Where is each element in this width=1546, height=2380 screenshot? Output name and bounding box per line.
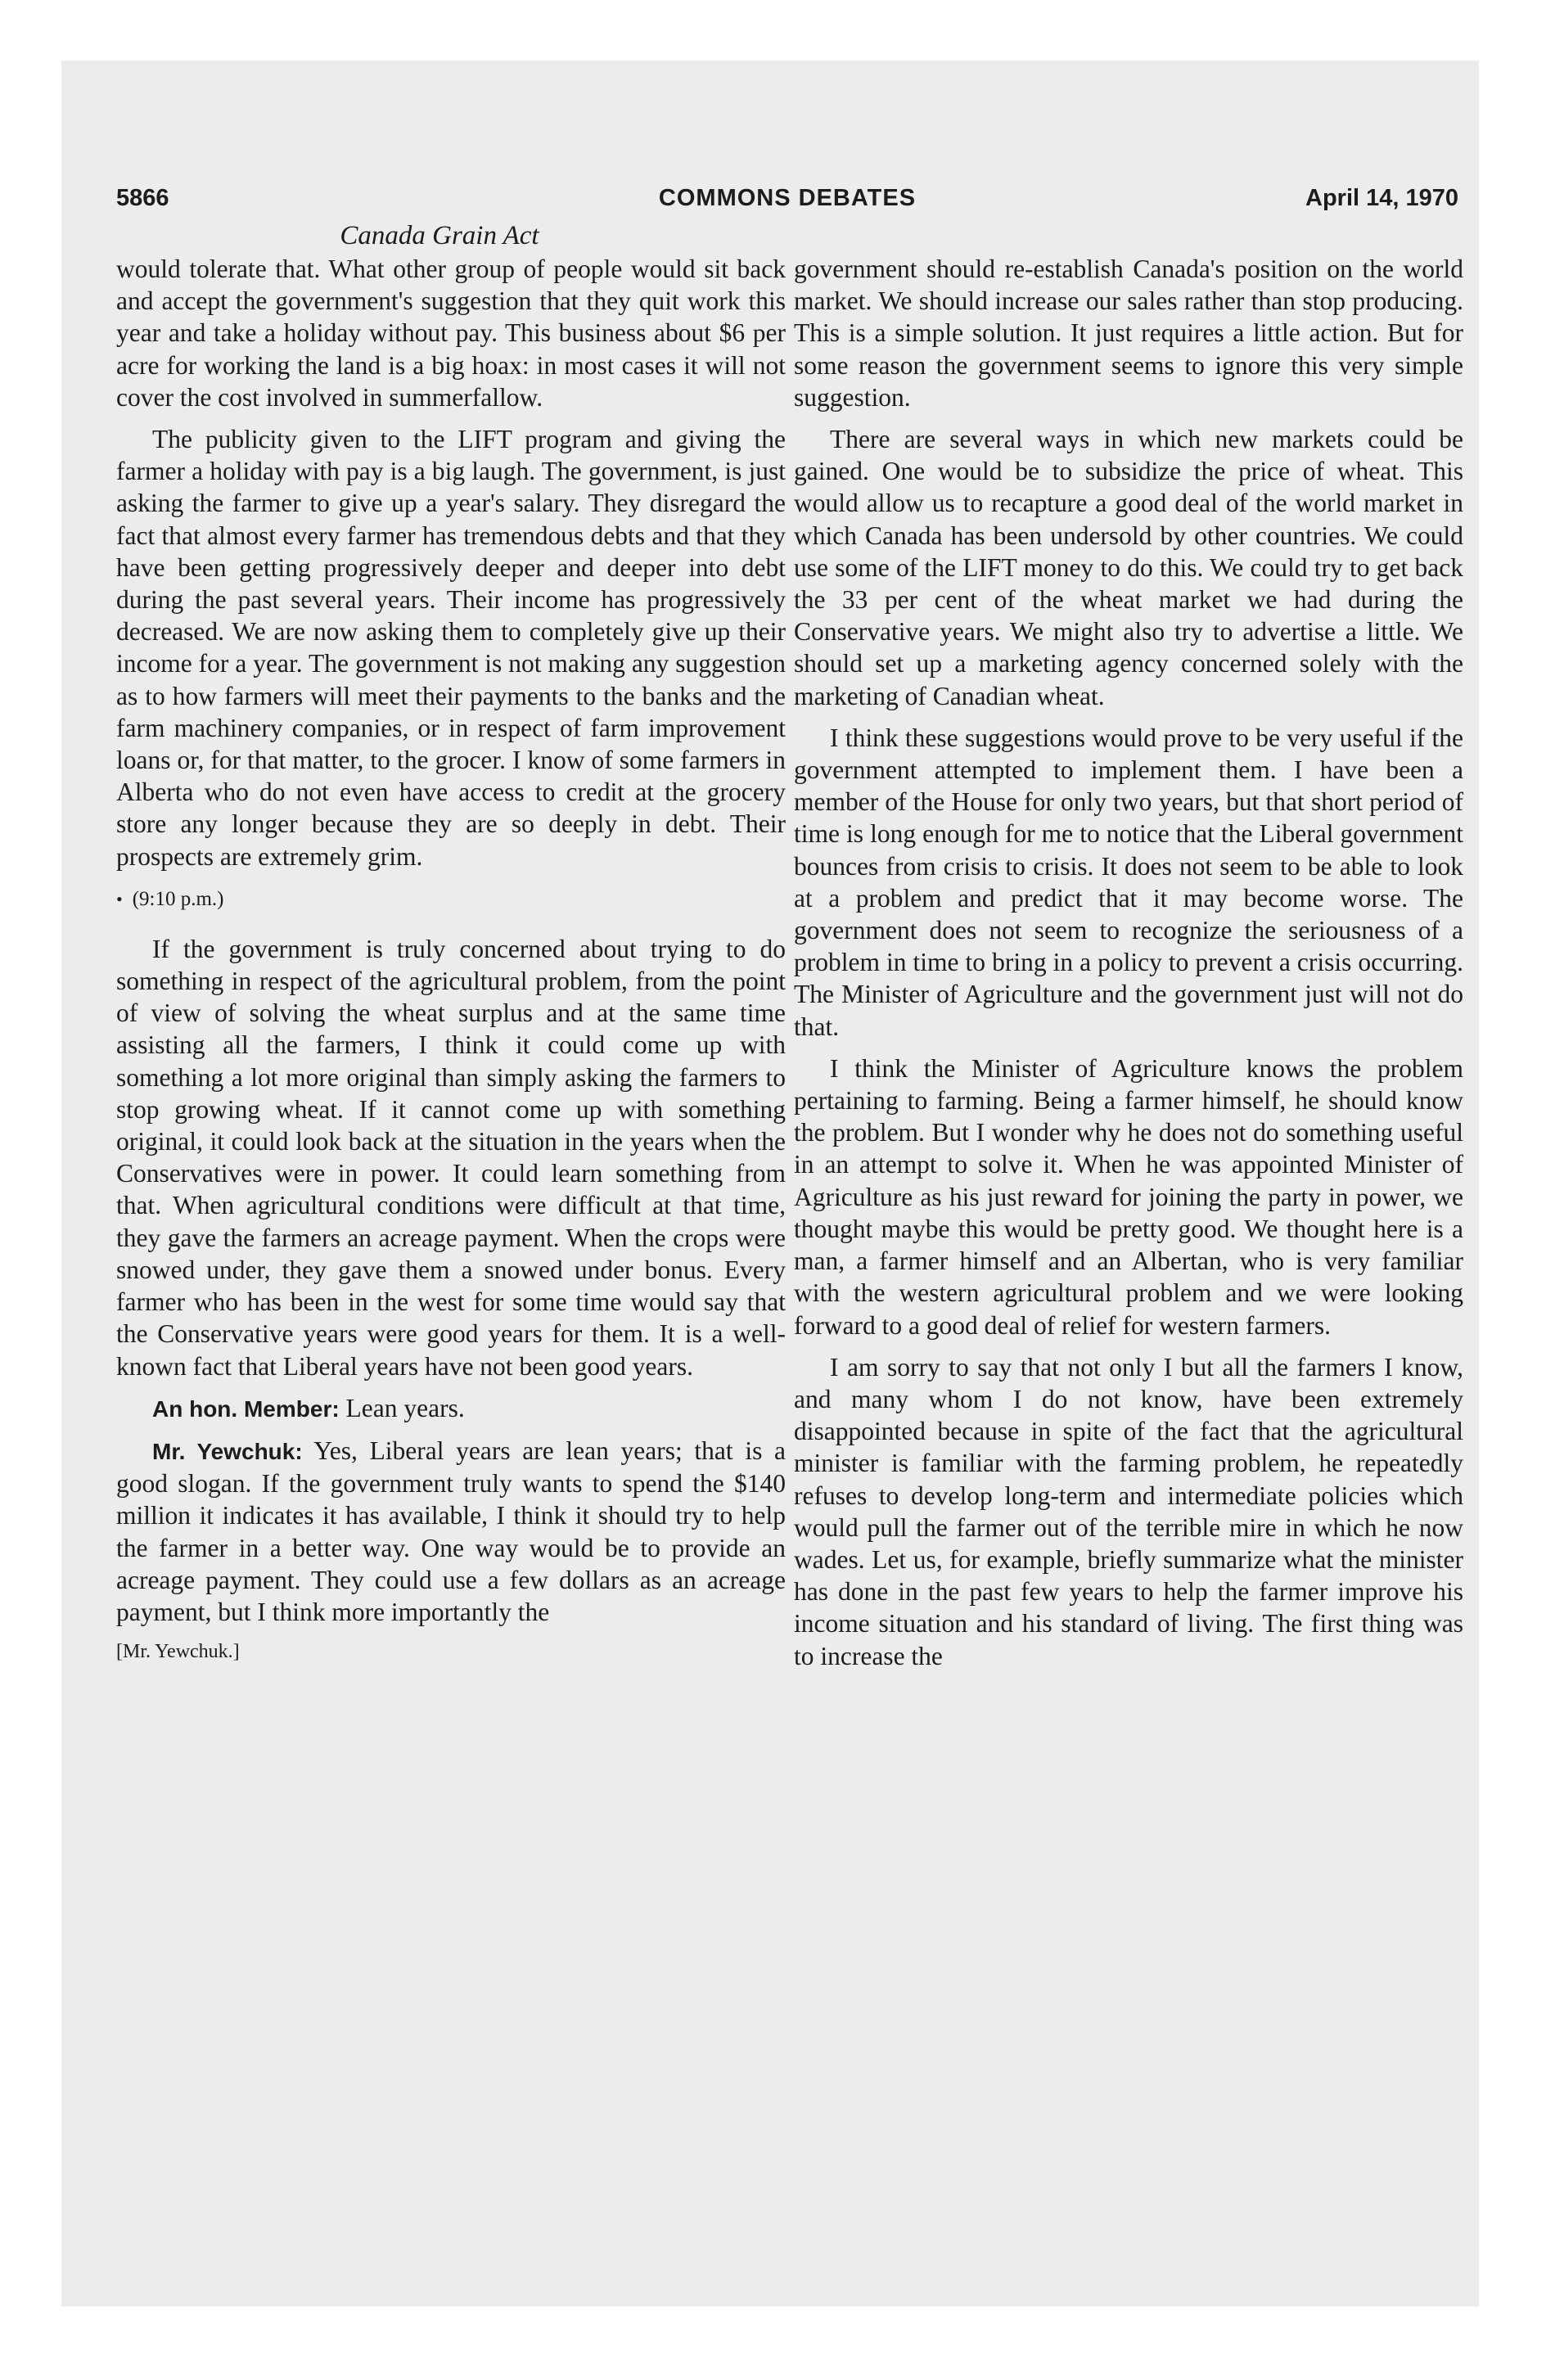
paragraph: I think these suggestions would prove to be very useful if the government attempted to implement them. I have been a member of the House for only two years, but that short period of time is long enough for me to notice that the Liberal government bounces from crisis to crisis. It does not seem to be able to look at a problem and predict that it may become worse. The government does not seem to recognize the seriousness of a problem in time to bring in a policy to prevent a crisis occurring. The Minister of Agriculture and the government just will not do that.: [794, 723, 1463, 1041]
speech-text: Yes, Liberal years are lean years; that is a good slogan. If the government truly wants to spend the $140 million it indicates it has available, I think it should try to help the farmer in a better way. One way would be to provide an acreage payment. They could use a few dollars as an acreage payment, but I think more importantly the: [116, 1436, 786, 1626]
running-head: [116, 185, 1458, 218]
speech-text: Lean years.: [345, 1393, 465, 1422]
paragraph: would tolerate that. What other group of people would sit back and accept the government's suggestion that they quit work this year and take a holiday without pay. This business about $6 per acre for working the land is a big hoax: in most cases it will not cover the cost involved in summerfallow.: [116, 255, 786, 412]
paragraph: There are several ways in which new markets could be gained. One would be to subsidize the price of wheat. This would allow us to recapture a good deal of the world market in which Canada has been undersold by other countries. We could use some of the LIFT money to do this. We could try to get back the 33 per cent of the wheat market we had during the Conservative years. We might also try to advertise a little. We should set up a marketing agency concerned solely with the marketing of Canadian wheat.: [794, 425, 1463, 710]
paragraph: If the government is truly concerned about trying to do something in respect of the agricultural problem, from the point of view of solving the wheat surplus and at the same time assisting all the farmers, I think it could come up with something a lot more original than simply asking the farmers to stop growing wheat. If it cannot come up with something original, it could look back at the situation in the years when the Conservatives were in power. It could learn something from that. When agricultural conditions were difficult at that time, they gave the farmers an acreage payment. When the crops were snowed under, they gave them a snowed under bonus. Every farmer who has been in the west for some time would say that the Conservative years were good years for them. It is a well-known fact that Liberal years have not been good years.: [116, 934, 786, 1381]
left-column: [116, 253, 786, 1664]
paragraph: I think the Minister of Agriculture knows the problem pertaining to farming. Being a farmer himself, he should know the problem. But I wonder why he does not do something useful in an attempt to solve it. When he was appointed Minister of Agriculture as his just reward for joining the party in power, we thought maybe this would be pretty good. We thought here is a man, a farmer himself and an Albertan, who is very familiar with the western agricultural problem and we were looking forward to a good deal of relief for western farmers.: [794, 1053, 1463, 1340]
time-marker-text: (9:10 p.m.): [132, 887, 224, 910]
paragraph: I am sorry to say that not only I but all the farmers I know, and many whom I do not know, have been extremely disappointed because in spite of the fact that the agricultural minister is familiar with the farming problem, he repeatedly refuses to develop long-term and intermediate policies which would pull the farmer out of the terrible mire in which he now wades. Let us, for example, briefly summarize what the minister has done in the past few years to help the farmer improve his income situation and his standard of living. The first thing was to increase the: [794, 1352, 1463, 1670]
paragraph: The publicity given to the LIFT program and giving the farmer a holiday with pay is a big laugh. The government, is just asking the farmer to give up a year's salary. They disregard the fact that almost every farmer has tremendous debts and that they have been getting progressively deeper and deeper into debt during the past several years. Their income has progressively decreased. We are now asking them to completely give up their income for a year. The government is not making any suggestion as to how farmers will meet their payments to the banks and the farm machinery companies, or in respect of farm improvement loans or, for that matter, to the grocer. I know of some farmers in Alberta who do not even have access to credit at the grocery store any longer because they are so deeply in debt. Their prospects are extremely grim.: [116, 425, 786, 871]
issue-date: April 14, 1970: [1305, 185, 1458, 211]
right-column: [794, 253, 1463, 1682]
speech-entry: [116, 1392, 786, 1425]
page-number: 5866: [116, 185, 169, 211]
publication-title: COMMONS DEBATES: [658, 185, 917, 211]
speaker-name: An hon. Member:: [152, 1395, 340, 1422]
speech-entry: [116, 1435, 786, 1628]
speaker-name: Mr. Yewchuk:: [152, 1438, 303, 1464]
bullet-icon: •: [116, 888, 123, 909]
time-marker: [116, 887, 786, 912]
section-title: Canada Grain Act: [340, 221, 539, 250]
paragraph: government should re-establish Canada's position on the world market. We should increase our sales rather than stop producing. This is a simple solution. It just requires a little action. But for some reason the government seems to ignore this very simple suggestion.: [794, 255, 1463, 412]
speaker-footer: [Mr. Yewchuk.]: [116, 1641, 240, 1663]
